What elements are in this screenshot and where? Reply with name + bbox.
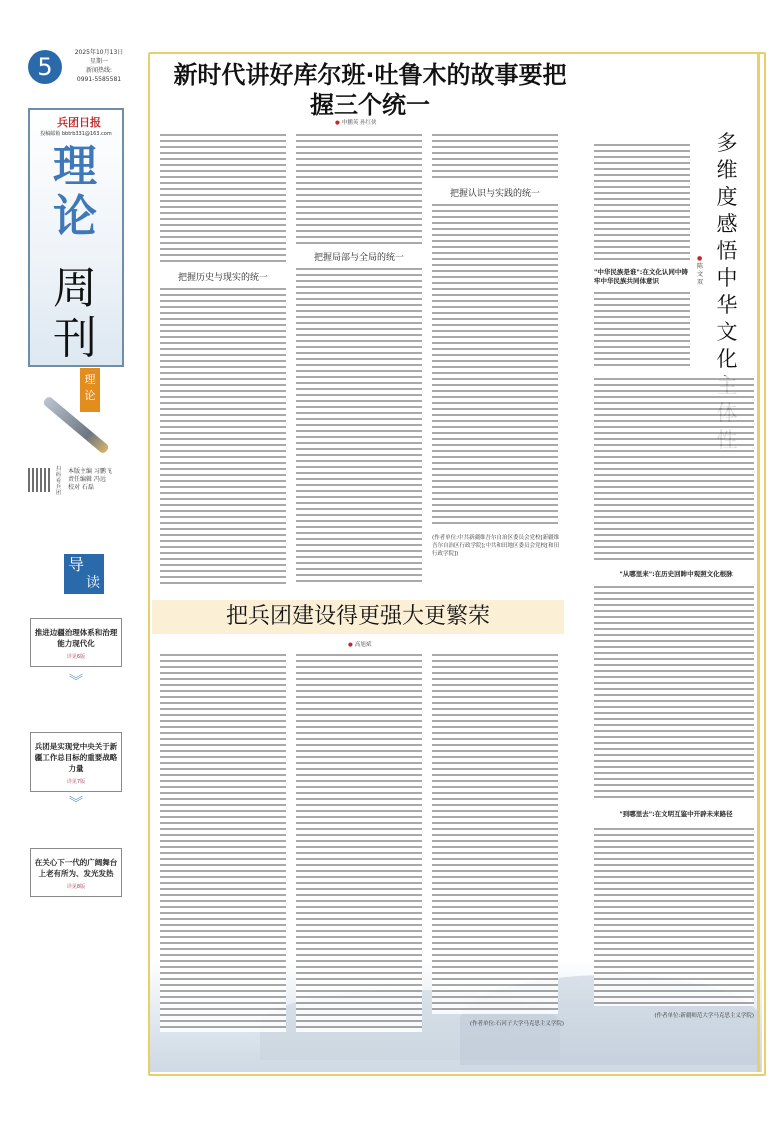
article1-byline: ● 申鹏英 孙红侠 bbox=[335, 118, 377, 126]
article3-headline: 多维度感悟中华文化 bbox=[716, 131, 738, 371]
article1-subhead-2: 把握局部与全局的统一 bbox=[313, 253, 404, 263]
credit-editor: 本版主编 习鹏飞 bbox=[68, 468, 112, 475]
right-border-line bbox=[757, 52, 760, 1072]
chevron-down-icon: ︾ bbox=[69, 796, 83, 812]
teaser-title: 兵团是实现党中央关于新疆工作总目标的重要战略力量 bbox=[34, 742, 118, 773]
article3-text-column bbox=[594, 290, 690, 370]
article1-text-column bbox=[432, 202, 558, 528]
teaser-title: 在关心下一代的广阔舞台上老有所为、发光发热 bbox=[34, 858, 118, 878]
article3-text-column bbox=[594, 826, 754, 1006]
credit-proof: 校对 石磊 bbox=[68, 484, 94, 491]
article2-text-column bbox=[160, 652, 286, 1032]
credit-responsible: 责任编辑 冯远 bbox=[68, 476, 106, 483]
teaser-2[interactable] bbox=[30, 732, 122, 792]
teaser-1[interactable] bbox=[30, 618, 122, 667]
section-tag: 理论 bbox=[80, 368, 100, 412]
hotline-label: 新闻热线: bbox=[85, 67, 113, 74]
article3-text-column bbox=[594, 142, 690, 260]
article1-subhead-3: 把握认识与实践的统一 bbox=[449, 189, 540, 199]
article3-author-unit: (作者单位:新疆师范大学马克思主义学院) bbox=[654, 1013, 754, 1019]
article1-headline: 新时代讲好库尔班·吐鲁木的故事要把握三个统一 bbox=[173, 61, 567, 119]
section-title-1: 理论 bbox=[53, 141, 97, 242]
article3-subhead-3: "到哪里去":在文明互鉴中开辟未来路径 bbox=[619, 810, 733, 818]
teaser-see: 详见6版 bbox=[66, 654, 86, 660]
teaser-see: 详见8版 bbox=[66, 884, 86, 890]
email: 投稿邮箱 bbtrb331@163.com bbox=[40, 131, 112, 137]
paper-logo: 兵团日报 bbox=[57, 116, 101, 129]
teaser-3[interactable] bbox=[30, 848, 122, 897]
article2-author-unit: (作者单位:石河子大学马克思主义学院) bbox=[469, 1021, 564, 1027]
article2-text-column bbox=[296, 652, 422, 1032]
article1-text-column bbox=[160, 132, 286, 262]
daodu-badge bbox=[64, 554, 104, 594]
article2-text-column bbox=[432, 652, 558, 1014]
hotline: 0991-5585581 bbox=[76, 76, 122, 83]
chevron-down-icon: ︾ bbox=[69, 674, 83, 690]
article3-text-column bbox=[594, 376, 754, 564]
credits bbox=[68, 468, 112, 492]
date: 2025年10月13日 bbox=[74, 49, 124, 56]
article3-text-column bbox=[594, 584, 754, 802]
article1-text-column bbox=[296, 266, 422, 584]
article3-subhead-2: "从哪里来":在历史回眸中观照文化根脉 bbox=[619, 570, 733, 578]
article3-byline: ● 陈文双 bbox=[697, 255, 705, 287]
article2-byline: ● 高旭斌 bbox=[348, 640, 371, 648]
weekday: 星期一 bbox=[89, 58, 108, 65]
daodu-char-2: 读 bbox=[86, 575, 100, 591]
qr-label: 扫码看兵团 bbox=[56, 466, 62, 496]
date-block bbox=[74, 48, 124, 84]
teaser-see: 详见7版 bbox=[66, 779, 86, 785]
article1-subhead-1: 把握历史与现实的统一 bbox=[177, 273, 268, 283]
article1-text-column bbox=[432, 132, 558, 180]
article1-text-column bbox=[296, 132, 422, 244]
page-number: 5 bbox=[28, 50, 62, 84]
article3-subhead-1: "中华民族是谁":在文化认同中铸牢中华民族共同体意识 bbox=[594, 268, 688, 285]
daodu-char-1: 导 bbox=[68, 555, 85, 574]
teaser-title: 推进边疆治理体系和治理能力现代化 bbox=[34, 628, 118, 648]
article2-headline: 把兵团建设得更强大更繁荣 bbox=[225, 604, 490, 629]
article1-text-column bbox=[160, 286, 286, 584]
qr-code-icon[interactable] bbox=[28, 468, 52, 492]
section-title-2: 周刊 bbox=[53, 263, 97, 364]
article1-author-unit: (作者单位:中共新疆维吾尔自治区委员会党校[新疆维吾尔自治区行政学院];中共和田地区委员会党校[和田行政学院]) bbox=[432, 535, 560, 557]
